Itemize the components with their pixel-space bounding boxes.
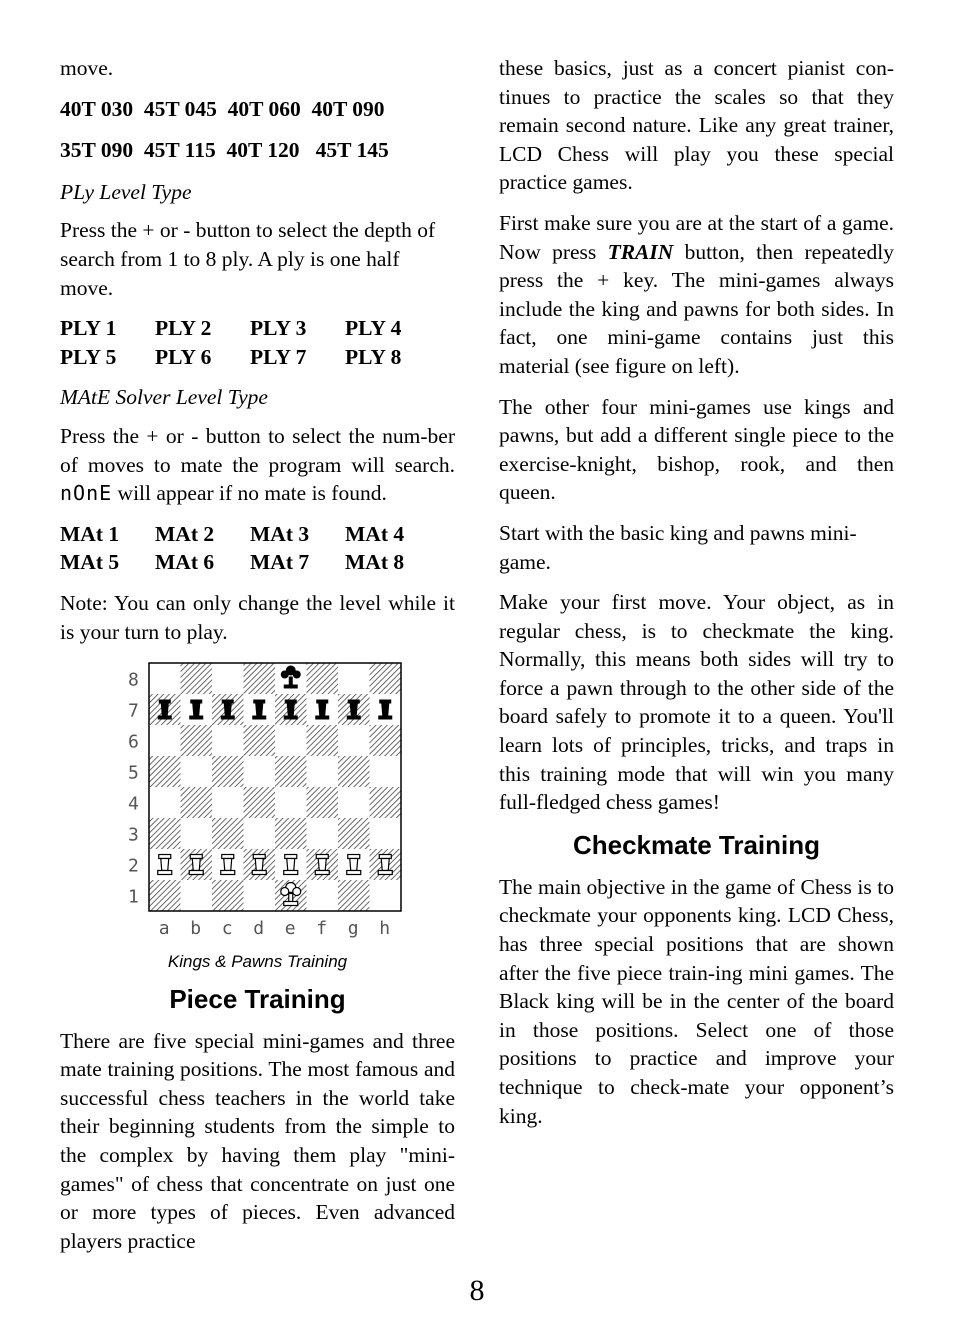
- dark-square: [149, 818, 181, 849]
- file-label: g: [347, 918, 359, 940]
- right-column: [499, 54, 894, 1142]
- piece-training-text: There are five special mini-games and three mate training positions. The most famous and successful chess teachers in the world take their beginning students from the simple to the complex by having them play "mini-games" of chess that concentrate on just one or more types of pieces. Even advanced players practice: [60, 1028, 455, 1253]
- file-label: b: [190, 918, 202, 940]
- light-square: [244, 818, 276, 849]
- rank-label: 1: [128, 886, 139, 908]
- light-square: [212, 725, 244, 756]
- ply-level: PLY 8: [345, 344, 402, 369]
- mate-desc-before: Press the + or - button to select the num-ber of moves to mate the program will search.: [60, 423, 455, 477]
- dark-square: [212, 756, 244, 787]
- dark-square: [338, 880, 370, 911]
- paragraph-train-button: [499, 209, 894, 381]
- light-square: [307, 880, 339, 911]
- checkmate-training-heading: Checkmate Training: [572, 829, 821, 860]
- dark-square: [212, 818, 244, 849]
- dark-square: [181, 787, 213, 818]
- file-label: a: [158, 918, 170, 940]
- light-square: [338, 787, 370, 818]
- light-square: [181, 880, 213, 911]
- dark-square: [338, 818, 370, 849]
- ply-level-heading: PLy Level Type: [60, 179, 192, 204]
- dark-square: [338, 756, 370, 787]
- dark-square: [212, 880, 244, 911]
- light-square: [149, 663, 181, 694]
- dark-square: [244, 725, 276, 756]
- mate-level: MAt 3: [250, 521, 310, 546]
- light-square: [370, 818, 402, 849]
- time-codes-row-1: 40T 030 45T 045 40T 060 40T 090: [60, 96, 385, 121]
- file-label: c: [221, 918, 233, 940]
- mate-level: MAt 5: [60, 550, 120, 575]
- mate-solver-heading: MAtE Solver Level Type: [60, 385, 268, 410]
- mate-level: MAt 1: [60, 521, 120, 546]
- note-text: Note: You can only change the level while it is your turn to play.: [60, 590, 455, 644]
- light-square: [149, 787, 181, 818]
- rank-label: 7: [128, 700, 139, 722]
- light-square: [244, 880, 276, 911]
- dark-square: [370, 663, 402, 694]
- paragraph-first-move: Make your first move. Your object, as in regular chess, is to checkmate the king. Normally, this means both sides will try to force a pawn through to the other side of the board safely to promote it to a queen. You'll learn lots of principles, tricks, and traps in this training mode that will win you many full-fledged chess games!: [499, 590, 894, 815]
- dark-square: [275, 756, 307, 787]
- light-square: [370, 756, 402, 787]
- rank-label: 6: [128, 731, 139, 753]
- mate-level: MAt 6: [155, 550, 215, 575]
- lcd-none-display: nOnE: [60, 481, 113, 506]
- light-square: [275, 725, 307, 756]
- file-label: h: [379, 918, 391, 940]
- ply-level: PLY 7: [250, 344, 307, 369]
- dark-square: [244, 663, 276, 694]
- light-square: [181, 818, 213, 849]
- ply-level: PLY 6: [155, 344, 212, 369]
- board-caption: Kings & Pawns Training: [167, 952, 348, 972]
- light-square: [181, 756, 213, 787]
- rank-label: 5: [128, 762, 139, 784]
- dark-square: [307, 725, 339, 756]
- file-label: e: [284, 918, 296, 940]
- rank-label: 3: [128, 824, 139, 846]
- mate-level: MAt 7: [250, 550, 310, 575]
- file-label: f: [316, 918, 328, 940]
- dark-square: [275, 818, 307, 849]
- ply-description: Press the + or - button to select the depth of search from 1 to 8 ply. A ply is one half move.: [60, 218, 436, 300]
- checkmate-training-text: The main objective in the game of Chess is to checkmate your opponents king. LCD Chess, has three special positions that are shown after the five piece train-ing mini games. The Black king will be in the center of the board in those positions. Select one of those positions to practice and improve your technique to check-mate your opponent’s king.: [499, 874, 894, 1128]
- ply-level: PLY 1: [60, 316, 117, 341]
- piece-training-heading: Piece Training: [169, 983, 346, 1014]
- dark-square: [307, 787, 339, 818]
- train-text-after: button, then repeatedly press the + key. The mini-games always include the king and pawns for both sides. In fact, one mini-game contains just this material (see figure on left).: [499, 239, 894, 378]
- chess-board-diagram: [60, 658, 455, 940]
- dark-square: [370, 725, 402, 756]
- ply-level: PLY 4: [345, 316, 402, 341]
- light-square: [212, 787, 244, 818]
- rank-label: 2: [128, 855, 139, 877]
- train-text-before: First make sure you are at the start of a game. Now press: [499, 210, 894, 264]
- mate-level: MAt 8: [345, 550, 405, 575]
- dark-square: [307, 663, 339, 694]
- light-square: [307, 818, 339, 849]
- time-codes-row-2: 35T 090 45T 115 40T 120 45T 145: [60, 138, 389, 163]
- light-square: [149, 725, 181, 756]
- light-square: [338, 663, 370, 694]
- mate-level: MAt 2: [155, 521, 215, 546]
- light-square: [338, 725, 370, 756]
- page-number: 8: [469, 1274, 485, 1307]
- paragraph-start: Start with the basic king and pawns mini-game.: [499, 520, 857, 574]
- dark-square: [181, 725, 213, 756]
- mate-description: [60, 422, 455, 508]
- mate-desc-after: will appear if no mate is found.: [117, 481, 387, 506]
- light-square: [275, 787, 307, 818]
- dark-square: [370, 787, 402, 818]
- file-label: d: [253, 918, 265, 940]
- train-button-name: TRAIN: [607, 239, 674, 264]
- rank-label: 8: [128, 669, 139, 691]
- mate-level: MAt 4: [345, 521, 405, 546]
- dark-square: [244, 787, 276, 818]
- chess-board-figure: [60, 658, 455, 948]
- intro-text: move.: [60, 56, 114, 80]
- light-square: [244, 756, 276, 787]
- mate-levels-grid: [60, 520, 455, 577]
- paragraph-mini-games: The other four mini-games use kings and pawns, but add a different single piece to the exercise-knight, bishop, rook, and then queen.: [499, 394, 894, 505]
- dark-square: [181, 663, 213, 694]
- rank-label: 4: [128, 793, 139, 815]
- ply-level: PLY 5: [60, 344, 117, 369]
- ply-level: PLY 2: [155, 316, 212, 341]
- dark-square: [149, 880, 181, 911]
- paragraph-basics: these basics, just as a concert pianist con-tinues to practice the scales so that they remain second nature. Like any great trainer, LCD Chess will play you these special practice games.: [499, 56, 894, 195]
- light-square: [212, 663, 244, 694]
- left-column: [60, 54, 455, 1267]
- light-square: [370, 880, 402, 911]
- ply-level: PLY 3: [250, 316, 307, 341]
- dark-square: [149, 756, 181, 787]
- light-square: [307, 756, 339, 787]
- ply-levels-grid: [60, 314, 455, 371]
